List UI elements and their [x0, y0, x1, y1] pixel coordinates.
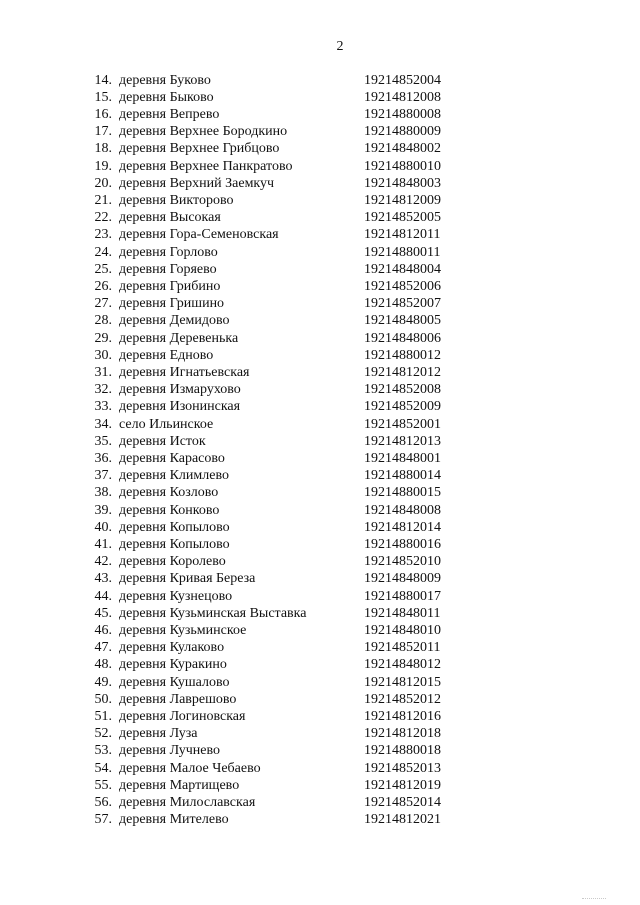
row-number: 24. [94, 244, 112, 260]
settlement-code: 19214880017 [364, 588, 441, 604]
list-item [0, 72, 640, 89]
row-number: 20. [94, 175, 112, 191]
settlement-code: 19214880010 [364, 158, 441, 174]
row-number: 31. [94, 364, 112, 380]
list-item [0, 123, 640, 140]
list-item [0, 484, 640, 501]
row-number: 40. [94, 519, 112, 535]
row-number: 38. [94, 485, 112, 501]
row-number: 42. [94, 554, 112, 570]
list-item [0, 226, 640, 243]
settlement-code: 19214852008 [364, 382, 441, 398]
list-item [0, 364, 640, 381]
list-item [0, 725, 640, 742]
settlement-name: деревня Грибино [119, 278, 221, 294]
row-number: 32. [94, 382, 112, 398]
settlement-name: деревня Кушалово [119, 674, 230, 690]
settlement-code: 19214852007 [364, 296, 441, 312]
settlement-code: 19214852004 [364, 72, 441, 88]
row-number: 50. [94, 691, 112, 707]
settlement-code: 19214812018 [364, 726, 441, 742]
settlement-code: 19214812012 [364, 364, 441, 380]
settlement-code: 19214848012 [364, 657, 441, 673]
settlement-code: 19214852011 [364, 640, 441, 656]
row-number: 22. [94, 210, 112, 226]
settlement-code: 19214812015 [364, 674, 441, 690]
settlement-code: 19214880011 [364, 244, 441, 260]
list-item [0, 433, 640, 450]
settlement-name: деревня Горлово [119, 244, 218, 260]
settlement-code: 19214848008 [364, 502, 441, 518]
settlement-name: деревня Игнатьевская [119, 364, 250, 380]
row-number: 47. [94, 640, 112, 656]
settlement-code: 19214812016 [364, 709, 441, 725]
list-item [0, 570, 640, 587]
list-item [0, 312, 640, 329]
settlement-name: деревня Верхнее Бородкино [119, 124, 288, 140]
settlement-name: деревня Деревенька [119, 330, 239, 346]
settlement-name: деревня Кулаково [119, 640, 225, 656]
settlement-name: деревня Луза [119, 726, 198, 742]
settlement-code: 19214848011 [364, 605, 441, 621]
row-number: 51. [94, 709, 112, 725]
row-number: 19. [94, 158, 112, 174]
row-number: 26. [94, 278, 112, 294]
settlement-code: 19214880018 [364, 743, 441, 759]
settlement-code: 19214880012 [364, 347, 441, 363]
settlement-code: 19214852010 [364, 554, 441, 570]
list-item [0, 89, 640, 106]
settlement-name: деревня Буково [119, 72, 211, 88]
row-number: 33. [94, 399, 112, 415]
list-item [0, 106, 640, 123]
row-number: 16. [94, 106, 112, 122]
settlement-code: 19214880009 [364, 124, 441, 140]
settlement-name: деревня Кривая Береза [119, 571, 256, 587]
list-item [0, 777, 640, 794]
settlement-name: деревня Кузьминское [119, 623, 247, 638]
row-number: 21. [94, 192, 112, 208]
list-item [0, 158, 640, 175]
settlement-name: деревня Малое Чебаево [119, 760, 261, 776]
settlement-name: село Ильинское [119, 416, 214, 432]
settlement-name: деревня Исток [119, 433, 206, 449]
list-item [0, 605, 640, 622]
list-item [0, 639, 640, 656]
list-item [0, 674, 640, 691]
row-number: 49. [94, 674, 112, 690]
settlement-name: деревня Королево [119, 554, 226, 570]
settlement-code: 19214848006 [364, 330, 441, 346]
list-item [0, 708, 640, 725]
list-item [0, 347, 640, 364]
list-item [0, 450, 640, 467]
settlement-code: 19214880015 [364, 485, 441, 501]
list-item [0, 656, 640, 673]
settlement-name: деревня Козлово [119, 485, 219, 501]
list-item [0, 502, 640, 519]
settlement-code: 19214848010 [364, 623, 441, 638]
settlement-code: 19214852012 [364, 691, 441, 707]
row-number: 25. [94, 261, 112, 277]
list-item [0, 588, 640, 605]
settlement-name: деревня Верхнее Панкратово [119, 158, 293, 174]
settlement-code: 19214852005 [364, 210, 441, 226]
list-item [0, 519, 640, 536]
settlement-code: 19214848001 [364, 450, 441, 466]
settlement-code: 19214812021 [364, 812, 441, 828]
settlement-name: деревня Демидово [119, 313, 230, 329]
settlement-name: деревня Климлево [119, 468, 229, 484]
settlement-name: деревня Логиновская [119, 709, 246, 725]
settlement-name: деревня Милославская [119, 795, 256, 811]
settlement-code: 19214848005 [364, 313, 441, 329]
row-number: 44. [94, 588, 112, 604]
row-number: 30. [94, 347, 112, 363]
settlement-code: 19214812008 [364, 89, 441, 105]
settlement-code: 19214812014 [364, 519, 441, 535]
settlement-name: деревня Копылово [119, 519, 230, 535]
settlement-code: 19214852009 [364, 399, 441, 415]
row-number: 48. [94, 657, 112, 673]
list-item [0, 467, 640, 484]
settlement-name: деревня Быково [119, 89, 214, 105]
list-item [0, 811, 640, 828]
row-number: 39. [94, 502, 112, 518]
settlement-code: 19214852014 [364, 795, 441, 811]
settlement-code: 19214848004 [364, 261, 441, 277]
list-item [0, 381, 640, 398]
row-number: 34. [94, 416, 112, 432]
settlement-name: деревня Мартищево [119, 777, 240, 793]
list-item [0, 261, 640, 278]
row-number: 41. [94, 536, 112, 552]
row-number: 53. [94, 743, 112, 759]
settlement-code: 19214880008 [364, 106, 441, 122]
row-number: 15. [94, 89, 112, 105]
settlement-name: деревня Изонинская [119, 399, 241, 415]
list-item [0, 794, 640, 811]
list-item [0, 140, 640, 157]
settlement-name: деревня Копылово [119, 536, 230, 552]
row-number: 29. [94, 330, 112, 346]
scan-artifact [582, 894, 606, 899]
settlement-code: 19214848003 [364, 175, 441, 191]
row-number: 52. [94, 726, 112, 742]
settlement-code: 19214880016 [364, 536, 441, 552]
list-item [0, 175, 640, 192]
row-number: 57. [94, 812, 112, 828]
row-number: 46. [94, 623, 112, 638]
settlement-name: деревня Верхнее Грибцово [119, 141, 280, 157]
row-number: 37. [94, 468, 112, 484]
settlement-name: деревня Высокая [119, 210, 221, 226]
settlement-code: 19214812019 [364, 777, 441, 793]
list-item [0, 330, 640, 347]
row-number: 23. [94, 227, 112, 243]
settlement-name: деревня Гора-Семеновская [119, 227, 279, 243]
settlement-name: деревня Конково [119, 502, 220, 518]
row-number: 17. [94, 124, 112, 140]
settlement-name: деревня Куракино [119, 657, 227, 673]
list-item [0, 760, 640, 777]
row-number: 27. [94, 296, 112, 312]
settlement-name: деревня Измарухово [119, 382, 241, 398]
settlement-code: 19214812011 [364, 227, 441, 243]
settlement-name: деревня Кузнецово [119, 588, 233, 604]
list-item [0, 295, 640, 312]
settlement-code: 19214880014 [364, 468, 441, 484]
list-item [0, 622, 640, 639]
settlement-name: деревня Кузьминская Выставка [119, 605, 307, 621]
row-number: 36. [94, 450, 112, 466]
settlement-code: 19214812009 [364, 192, 441, 208]
row-number: 14. [94, 72, 112, 88]
list-item [0, 553, 640, 570]
list-item [0, 209, 640, 226]
row-number: 35. [94, 433, 112, 449]
list-item [0, 536, 640, 553]
row-number: 28. [94, 313, 112, 329]
row-number: 55. [94, 777, 112, 793]
settlement-name: деревня Викторово [119, 192, 234, 208]
list-item [0, 742, 640, 759]
row-number: 56. [94, 795, 112, 811]
settlement-name: деревня Верхний Заемкуч [119, 175, 275, 191]
settlement-name: деревня Едново [119, 347, 214, 363]
settlement-name: деревня Мителево [119, 812, 229, 828]
row-number: 18. [94, 141, 112, 157]
settlement-name: деревня Лучнево [119, 743, 221, 759]
settlement-name: деревня Лаврешово [119, 691, 237, 707]
list-item [0, 416, 640, 433]
list-item [0, 398, 640, 415]
settlement-name: деревня Вепрево [119, 106, 220, 122]
row-number: 45. [94, 605, 112, 621]
list-item [0, 691, 640, 708]
settlement-code: 19214852001 [364, 416, 441, 432]
row-number: 54. [94, 760, 112, 776]
row-number: 43. [94, 571, 112, 587]
settlement-name: деревня Горяево [119, 261, 217, 277]
page-number: 2 [336, 39, 344, 54]
settlement-code: 19214848009 [364, 571, 441, 587]
settlement-name: деревня Карасово [119, 450, 225, 466]
list-item [0, 244, 640, 261]
settlement-list [0, 72, 640, 829]
settlement-code: 19214812013 [364, 433, 441, 449]
list-item [0, 278, 640, 295]
settlement-code: 19214852006 [364, 278, 441, 294]
settlement-code: 19214852013 [364, 760, 441, 776]
settlement-code: 19214848002 [364, 141, 441, 157]
list-item [0, 192, 640, 209]
settlement-name: деревня Гришино [119, 296, 225, 312]
